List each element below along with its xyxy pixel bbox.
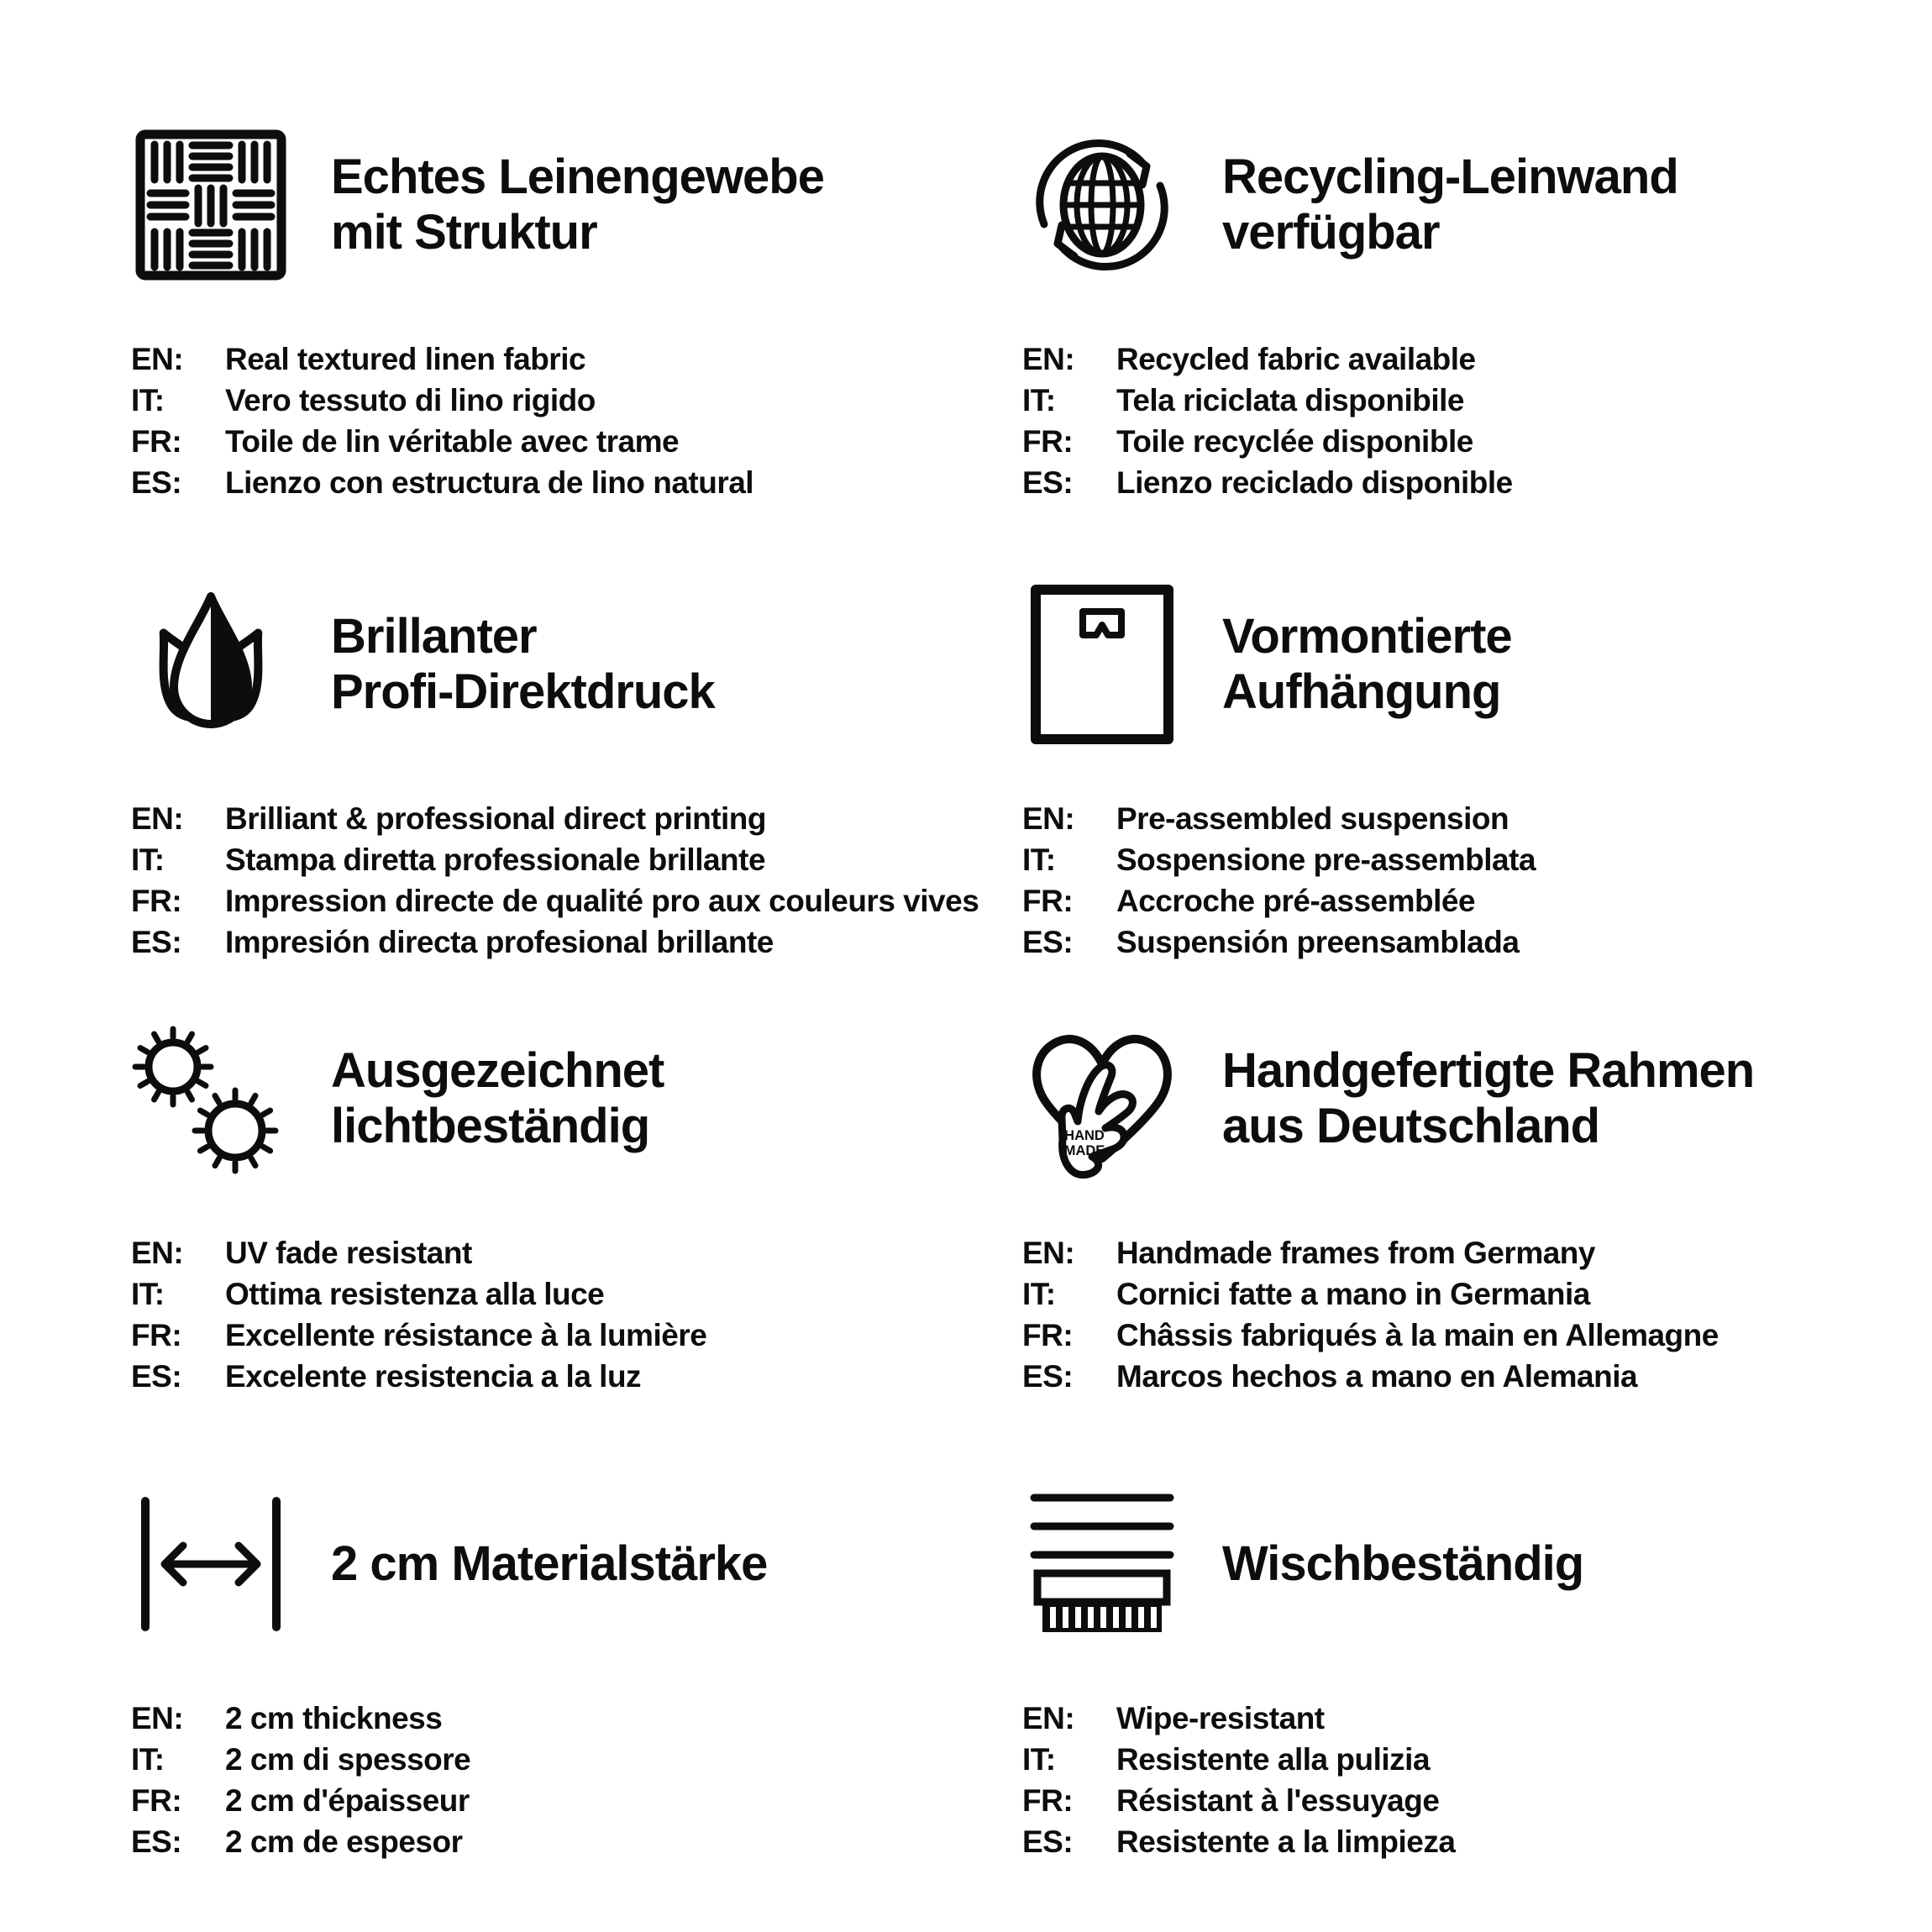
feature-header [131, 1019, 1022, 1179]
lang-label-fr: FR: [1022, 424, 1074, 459]
lang-label-en: EN: [1022, 1236, 1075, 1270]
translation-es: 2 cm de espesor [225, 1824, 463, 1859]
lang-label-en: EN: [131, 801, 184, 836]
translation-en: Brilliant & professional direct printing [225, 801, 767, 836]
translation-en: Wipe-resistant [1116, 1701, 1325, 1735]
handmade-heart-hand-icon [1022, 1019, 1182, 1179]
translations-list [131, 798, 1022, 963]
recycling-globe-icon [1022, 125, 1182, 285]
translation-fr: 2 cm d'épaisseur [225, 1783, 470, 1818]
translation-it: Vero tessuto di lino rigido [225, 383, 596, 417]
lang-label-es: ES: [1022, 1824, 1074, 1859]
translation-it: Stampa diretta professionale brillante [225, 843, 766, 877]
title-line: Wischbeständig [1222, 1536, 1584, 1591]
translation-fr: Toile de lin véritable avec trame [225, 424, 680, 459]
feature-block-linen-fabric [131, 125, 1022, 585]
title-line: Aufhängung [1222, 664, 1501, 719]
translation-it: Resistente alla pulizia [1116, 1742, 1431, 1777]
handmade-icon-text-line1: HAND [1064, 1128, 1105, 1143]
lang-label-es: ES: [1022, 465, 1074, 500]
lang-label-en: EN: [131, 1236, 184, 1270]
lang-label-en: EN: [1022, 801, 1075, 836]
feature-title [331, 1043, 664, 1154]
lang-label-it: IT: [1022, 1742, 1056, 1777]
lang-label-fr: FR: [1022, 884, 1074, 918]
feature-title [331, 150, 824, 260]
lang-label-fr: FR: [1022, 1318, 1074, 1352]
translations-list [1022, 798, 1754, 963]
feature-header [131, 125, 1022, 285]
translation-en: Recycled fabric available [1116, 342, 1476, 376]
title-line: Recycling-Leinwand [1222, 150, 1678, 204]
feature-block-wipe-resistant [1022, 1484, 1754, 1862]
translations-list [1022, 1232, 1754, 1397]
translation-fr: Accroche pré-assemblée [1116, 884, 1476, 918]
feature-block-handmade-frames [1022, 1019, 1754, 1484]
feature-header [131, 1484, 1022, 1644]
translation-it: Tela riciclata disponibile [1116, 383, 1464, 417]
lang-label-it: IT: [1022, 1277, 1056, 1311]
feature-header [1022, 1019, 1754, 1179]
thickness-arrow-icon [131, 1484, 291, 1644]
lang-label-en: EN: [1022, 1701, 1075, 1735]
title-line: lichtbeständig [331, 1099, 650, 1153]
lang-label-fr: FR: [131, 1318, 182, 1352]
lang-label-fr: FR: [131, 424, 182, 459]
title-line: Profi-Direktdruck [331, 664, 715, 719]
lang-label-it: IT: [1022, 843, 1056, 877]
translations-list [1022, 339, 1754, 503]
translations-list [131, 339, 1022, 503]
title-line: Handgefertigte Rahmen [1222, 1043, 1755, 1098]
translation-fr: Excellente résistance à la lumière [225, 1318, 707, 1352]
translation-fr: Châssis fabriqués à la main en Allemagne [1116, 1318, 1719, 1352]
translation-it: Sospensione pre-assemblata [1116, 843, 1536, 877]
uv-suns-icon [131, 1019, 291, 1179]
ink-drops-icon [131, 585, 291, 744]
title-line: Ausgezeichnet [331, 1043, 664, 1098]
feature-block-suspension [1022, 585, 1754, 1019]
lang-label-fr: FR: [1022, 1783, 1074, 1818]
woven-fabric-icon [131, 125, 291, 285]
feature-title [1222, 609, 1512, 720]
translation-es: Lienzo con estructura de lino natural [225, 465, 754, 500]
feature-block-direct-print [131, 585, 1022, 1019]
feature-title [1222, 1536, 1583, 1592]
frame-hanger-icon [1022, 585, 1182, 744]
lang-label-es: ES: [131, 465, 182, 500]
lang-label-fr: FR: [131, 1783, 182, 1818]
lang-label-es: ES: [1022, 1359, 1074, 1394]
title-line: aus Deutschland [1222, 1099, 1600, 1153]
feature-header [1022, 125, 1754, 285]
feature-block-thickness [131, 1484, 1022, 1862]
lang-label-it: IT: [131, 1277, 165, 1311]
feature-header [1022, 1484, 1754, 1644]
translation-es: Impresión directa profesional brillante [225, 925, 774, 959]
translation-fr: Toile recyclée disponible [1116, 424, 1473, 459]
lang-label-en: EN: [1022, 342, 1075, 376]
lang-label-es: ES: [131, 1824, 182, 1859]
title-line: Echtes Leinengewebe [331, 150, 824, 204]
feature-title [1222, 1043, 1754, 1154]
translations-list [131, 1698, 1022, 1862]
lang-label-es: ES: [131, 925, 182, 959]
title-line: Brillanter [331, 609, 537, 664]
translation-en: Real textured linen fabric [225, 342, 586, 376]
title-line: mit Struktur [331, 205, 597, 260]
lang-label-fr: FR: [131, 884, 182, 918]
translation-fr: Résistant à l'essuyage [1116, 1783, 1440, 1818]
translation-it: Cornici fatte a mano in Germania [1116, 1277, 1590, 1311]
translations-list [1022, 1698, 1754, 1862]
translations-list [131, 1232, 1022, 1397]
lang-label-it: IT: [1022, 383, 1056, 417]
lang-label-it: IT: [131, 383, 165, 417]
wipe-brush-icon [1022, 1484, 1182, 1644]
translation-es: Excelente resistencia a la luz [225, 1359, 642, 1394]
translation-es: Resistente a la limpieza [1116, 1824, 1456, 1859]
feature-title [331, 1536, 767, 1592]
lang-label-es: ES: [1022, 925, 1074, 959]
feature-block-uv-resistant [131, 1019, 1022, 1484]
feature-grid [131, 125, 1754, 1862]
handmade-icon-text-line2: MADE [1063, 1143, 1105, 1158]
translation-en: 2 cm thickness [225, 1701, 443, 1735]
title-line: Vormontierte [1222, 609, 1512, 664]
lang-label-it: IT: [131, 1742, 165, 1777]
lang-label-es: ES: [131, 1359, 182, 1394]
lang-label-it: IT: [131, 843, 165, 877]
translation-en: UV fade resistant [225, 1236, 472, 1270]
lang-label-en: EN: [131, 1701, 184, 1735]
translation-en: Handmade frames from Germany [1116, 1236, 1595, 1270]
lang-label-en: EN: [131, 342, 184, 376]
feature-title [1222, 150, 1678, 260]
translation-en: Pre-assembled suspension [1116, 801, 1509, 836]
feature-block-recycled-canvas [1022, 125, 1754, 585]
translation-it: Ottima resistenza alla luce [225, 1277, 605, 1311]
translation-es: Suspensión preensamblada [1116, 925, 1520, 959]
title-line: 2 cm Materialstärke [331, 1536, 768, 1591]
feature-header [131, 585, 1022, 744]
feature-title [331, 609, 715, 720]
feature-header [1022, 585, 1754, 744]
translation-es: Marcos hechos a mano en Alemania [1116, 1359, 1638, 1394]
translation-es: Lienzo reciclado disponible [1116, 465, 1513, 500]
title-line: verfügbar [1222, 205, 1440, 260]
translation-fr: Impression directe de qualité pro aux couleurs vives [225, 884, 979, 918]
translation-it: 2 cm di spessore [225, 1742, 471, 1777]
